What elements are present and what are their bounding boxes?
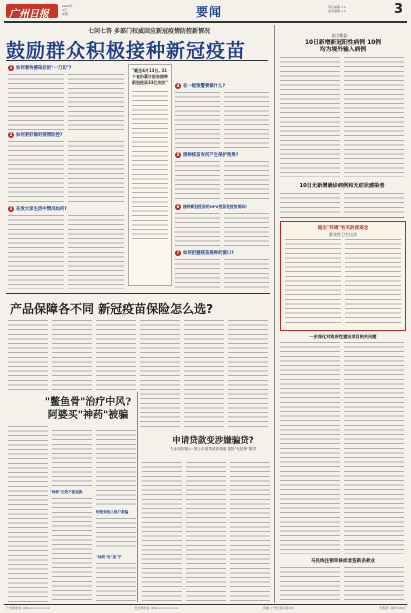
newspaper-logo — [6, 4, 58, 18]
question-number: 4 — [176, 83, 180, 88]
loan-body-text — [186, 462, 226, 602]
sidebar-body-text — [280, 567, 340, 602]
issue-info — [62, 4, 73, 16]
lead-body-text — [224, 161, 269, 201]
loan-subtitle: 专业机构揭示: 网上申请贷款需谨慎 提防"无抵押"陷阱 — [170, 447, 256, 451]
sidebar-body-text — [344, 342, 404, 554]
fraud-body-text — [8, 426, 48, 602]
footer-info — [6, 606, 406, 610]
lead-question — [175, 250, 270, 256]
fraud-body-text — [96, 430, 136, 506]
sidebar-body-text — [344, 567, 404, 602]
lead-kicker: 七问七答 多部门权威回应新冠疫情防控新情况 — [87, 28, 211, 35]
footer-rule — [4, 604, 407, 605]
question-text: 在放大家生活中情况如何? — [16, 207, 67, 212]
issue-line: 4月 — [62, 8, 67, 12]
issue-line: 2022年 — [62, 4, 73, 8]
lead-body-text — [175, 161, 220, 201]
question-number: 2 — [9, 132, 13, 137]
insurance-body-text — [96, 320, 136, 390]
quote-box — [128, 64, 172, 286]
lead-question — [8, 132, 126, 138]
question-text: 接种新冠疫苗的HPV疫苗免疫效果吗? — [183, 204, 248, 209]
fraud-subhead: 转账到他人账户被骗 — [96, 510, 129, 514]
lead-body-text — [68, 74, 124, 130]
sidebar-top-label: 据卫健委: — [331, 33, 349, 38]
note-line: 责任编辑 ×× — [328, 5, 346, 9]
insurance-body-text — [52, 320, 92, 390]
sidebar-body-text — [344, 193, 404, 215]
quote-body-text — [132, 91, 168, 241]
note-line: 美术编辑 ×× — [328, 9, 346, 13]
issue-line: 星期 — [62, 12, 69, 16]
lead-body-text — [68, 215, 124, 289]
sidebar-box-title: 提出"环境"有关防疫观念 — [317, 226, 369, 231]
lead-body-text — [175, 92, 220, 148]
question-number: 7 — [176, 250, 180, 255]
section-note — [328, 5, 346, 13]
question-text: 如何看待感染后的"一刀切"? — [16, 66, 72, 71]
insurance-headline: 产品保障各不同 新冠疫苗保险怎么选? — [10, 302, 214, 316]
lead-body-text — [175, 213, 220, 247]
insurance-body-text — [228, 320, 268, 430]
sidebar-headline: 10日新增新冠阳性病例 10例 — [304, 40, 382, 46]
logo-text: 广州日报 — [9, 9, 49, 20]
footer-item: 印刷: 广州日报印务中心 — [262, 606, 295, 610]
fraud-body-text — [96, 518, 136, 550]
sidebar-body-text — [280, 342, 340, 554]
lead-question — [175, 152, 270, 158]
insurance-body-text — [8, 320, 48, 390]
loan-body-text — [230, 462, 270, 602]
lead-question — [8, 65, 126, 71]
question-text: 接种疫苗有何产生保护效果? — [183, 153, 239, 158]
fraud-subhead: "神药"有"退"字 — [96, 555, 122, 559]
insurance-body-text — [140, 320, 180, 430]
fraud-headline — [40, 396, 136, 422]
sidebar-box — [280, 221, 406, 331]
column-divider — [137, 392, 138, 602]
page-number: 3 — [394, 2, 404, 17]
fraud-subhead: "神药"无效不能退换 — [50, 490, 83, 494]
lead-question — [175, 204, 270, 210]
insurance-body-text — [184, 320, 224, 430]
footer-item: 广告部电话: 020-×××××××× — [6, 606, 50, 610]
fraud-headline-line: "鳖鱼骨"治疗中风? — [44, 397, 132, 408]
question-text: 在一级预警要做什么? — [183, 84, 226, 89]
main-sidebar-divider — [274, 25, 275, 603]
question-number: 1 — [9, 65, 13, 70]
fraud-body-text — [96, 563, 136, 602]
lead-body-text — [8, 74, 64, 130]
sidebar-box-subtitle: 群众性卫生运动 — [329, 232, 357, 237]
lead-body-text — [8, 141, 64, 203]
sidebar-box-body — [285, 239, 341, 325]
masthead — [0, 0, 411, 24]
sidebar-section-title: 一步深化对政府性建设项目相关问题 — [309, 334, 377, 339]
question-number: 5 — [176, 152, 180, 157]
sidebar-box-body — [345, 239, 401, 325]
question-text: 如何更好做好疫情防控? — [16, 133, 63, 138]
fraud-headline-line: 阿婆买"神药"被骗 — [47, 410, 129, 421]
sidebar-body-text — [280, 57, 340, 177]
sidebar-body-text — [280, 193, 340, 215]
lead-body-text — [8, 215, 64, 289]
sidebar-section-title: 马民线注销审核或者签新条款业 — [310, 559, 376, 564]
lead-body-text — [224, 213, 269, 247]
question-number: 6 — [176, 204, 180, 209]
footer-item: 发行部电话: 020-×××××××× — [134, 606, 179, 610]
sidebar-headline: 均为境外输入病例 — [319, 47, 367, 53]
lead-bottom-rule — [6, 293, 270, 294]
lead-body-text — [224, 92, 269, 148]
lead-body-text — [175, 259, 220, 289]
fraud-body-text — [52, 430, 92, 486]
lead-body-text — [224, 259, 269, 289]
sidebar-rule — [280, 217, 404, 218]
masthead-rule — [4, 21, 407, 23]
quote-text: "截至4月13日, 31个省份累计报告接种新冠疫苗33亿剂次" — [132, 68, 168, 85]
lead-body-text — [68, 141, 124, 203]
sidebar-headline: 10日无新增确诊病例和无症状感染者 — [299, 183, 385, 189]
lead-question — [8, 206, 126, 212]
section-title: 要闻 — [196, 5, 223, 19]
footer-item: 零售价: 每份1.00元 — [379, 606, 406, 610]
question-text: 如何把握疫苗接种的窗口? — [183, 251, 234, 256]
question-number: 3 — [9, 206, 13, 211]
loan-headline: 申请贷款变涉嫌骗贷? — [172, 436, 254, 446]
sidebar-body-text — [344, 57, 404, 177]
lead-rule — [6, 60, 268, 61]
fraud-body-text — [52, 498, 92, 602]
lead-headline: 鼓励群众积极接种新冠疫苗 — [6, 40, 247, 62]
lead-question — [175, 83, 270, 89]
loan-body-text — [142, 462, 182, 602]
